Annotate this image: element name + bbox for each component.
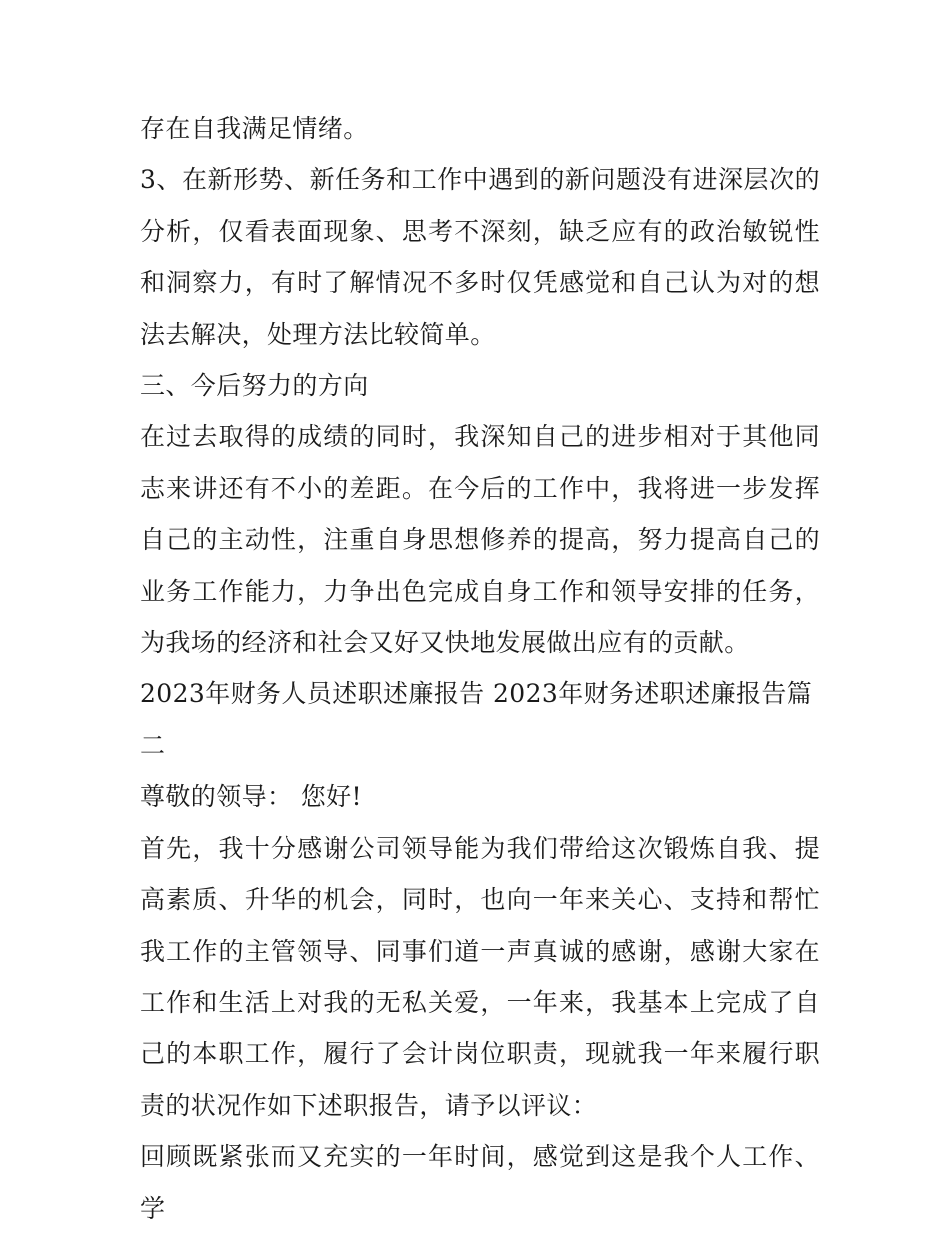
paragraph-point-3: 3、在新形势、新任务和工作中遇到的新问题没有进深层次的分析，仅看表面现象、思考不深刻，缺乏应有的政治敏锐性和洞察力，有时了解情况不多时仅凭感觉和自己认为对的想法去解决，处理方法比较简单。 (140, 165, 820, 349)
paragraph-self-satisfaction: 存在自我满足情绪。 (140, 114, 369, 143)
paragraph-review: 回顾既紧张而又充实的一年时间，感觉到这是我个人工作、学 (140, 1142, 820, 1223)
section-heading-future-direction: 三、今后努力的方向 (140, 371, 369, 401)
paragraph-thanks: 首先，我十分感谢公司领导能为我们带给这次锻炼自我、提高素质、升华的机会，同时，也向一年来关心、支持和帮忙我工作的主管领导、同事们道一声真诚的感谢，感谢大家在工作和生活上对我的无私关爱，一年来，我基本上完成了自己的本职工作，履行了会计岗位职责，现就我一年来履行职责的状况作如下述职报告，请予以评议： (140, 833, 820, 1120)
salutation: 尊敬的领导： 您好! (140, 782, 362, 812)
document-body (140, 103, 820, 1234)
paragraph-future-work: 在过去取得的成绩的同时，我深知自己的进步相对于其他同志来讲还有不小的差距。在今后的工作中，我将进一步发挥自己的主动性，注重自身思想修养的提高，努力提高自己的业务工作能力，力争出色完成自身工作和领导安排的任务，为我场的经济和社会又好又快地发展做出应有的贡献。 (140, 422, 820, 658)
report-title: 2023年财务人员述职述廉报告 2023年财务述职述廉报告篇二 (140, 679, 813, 760)
